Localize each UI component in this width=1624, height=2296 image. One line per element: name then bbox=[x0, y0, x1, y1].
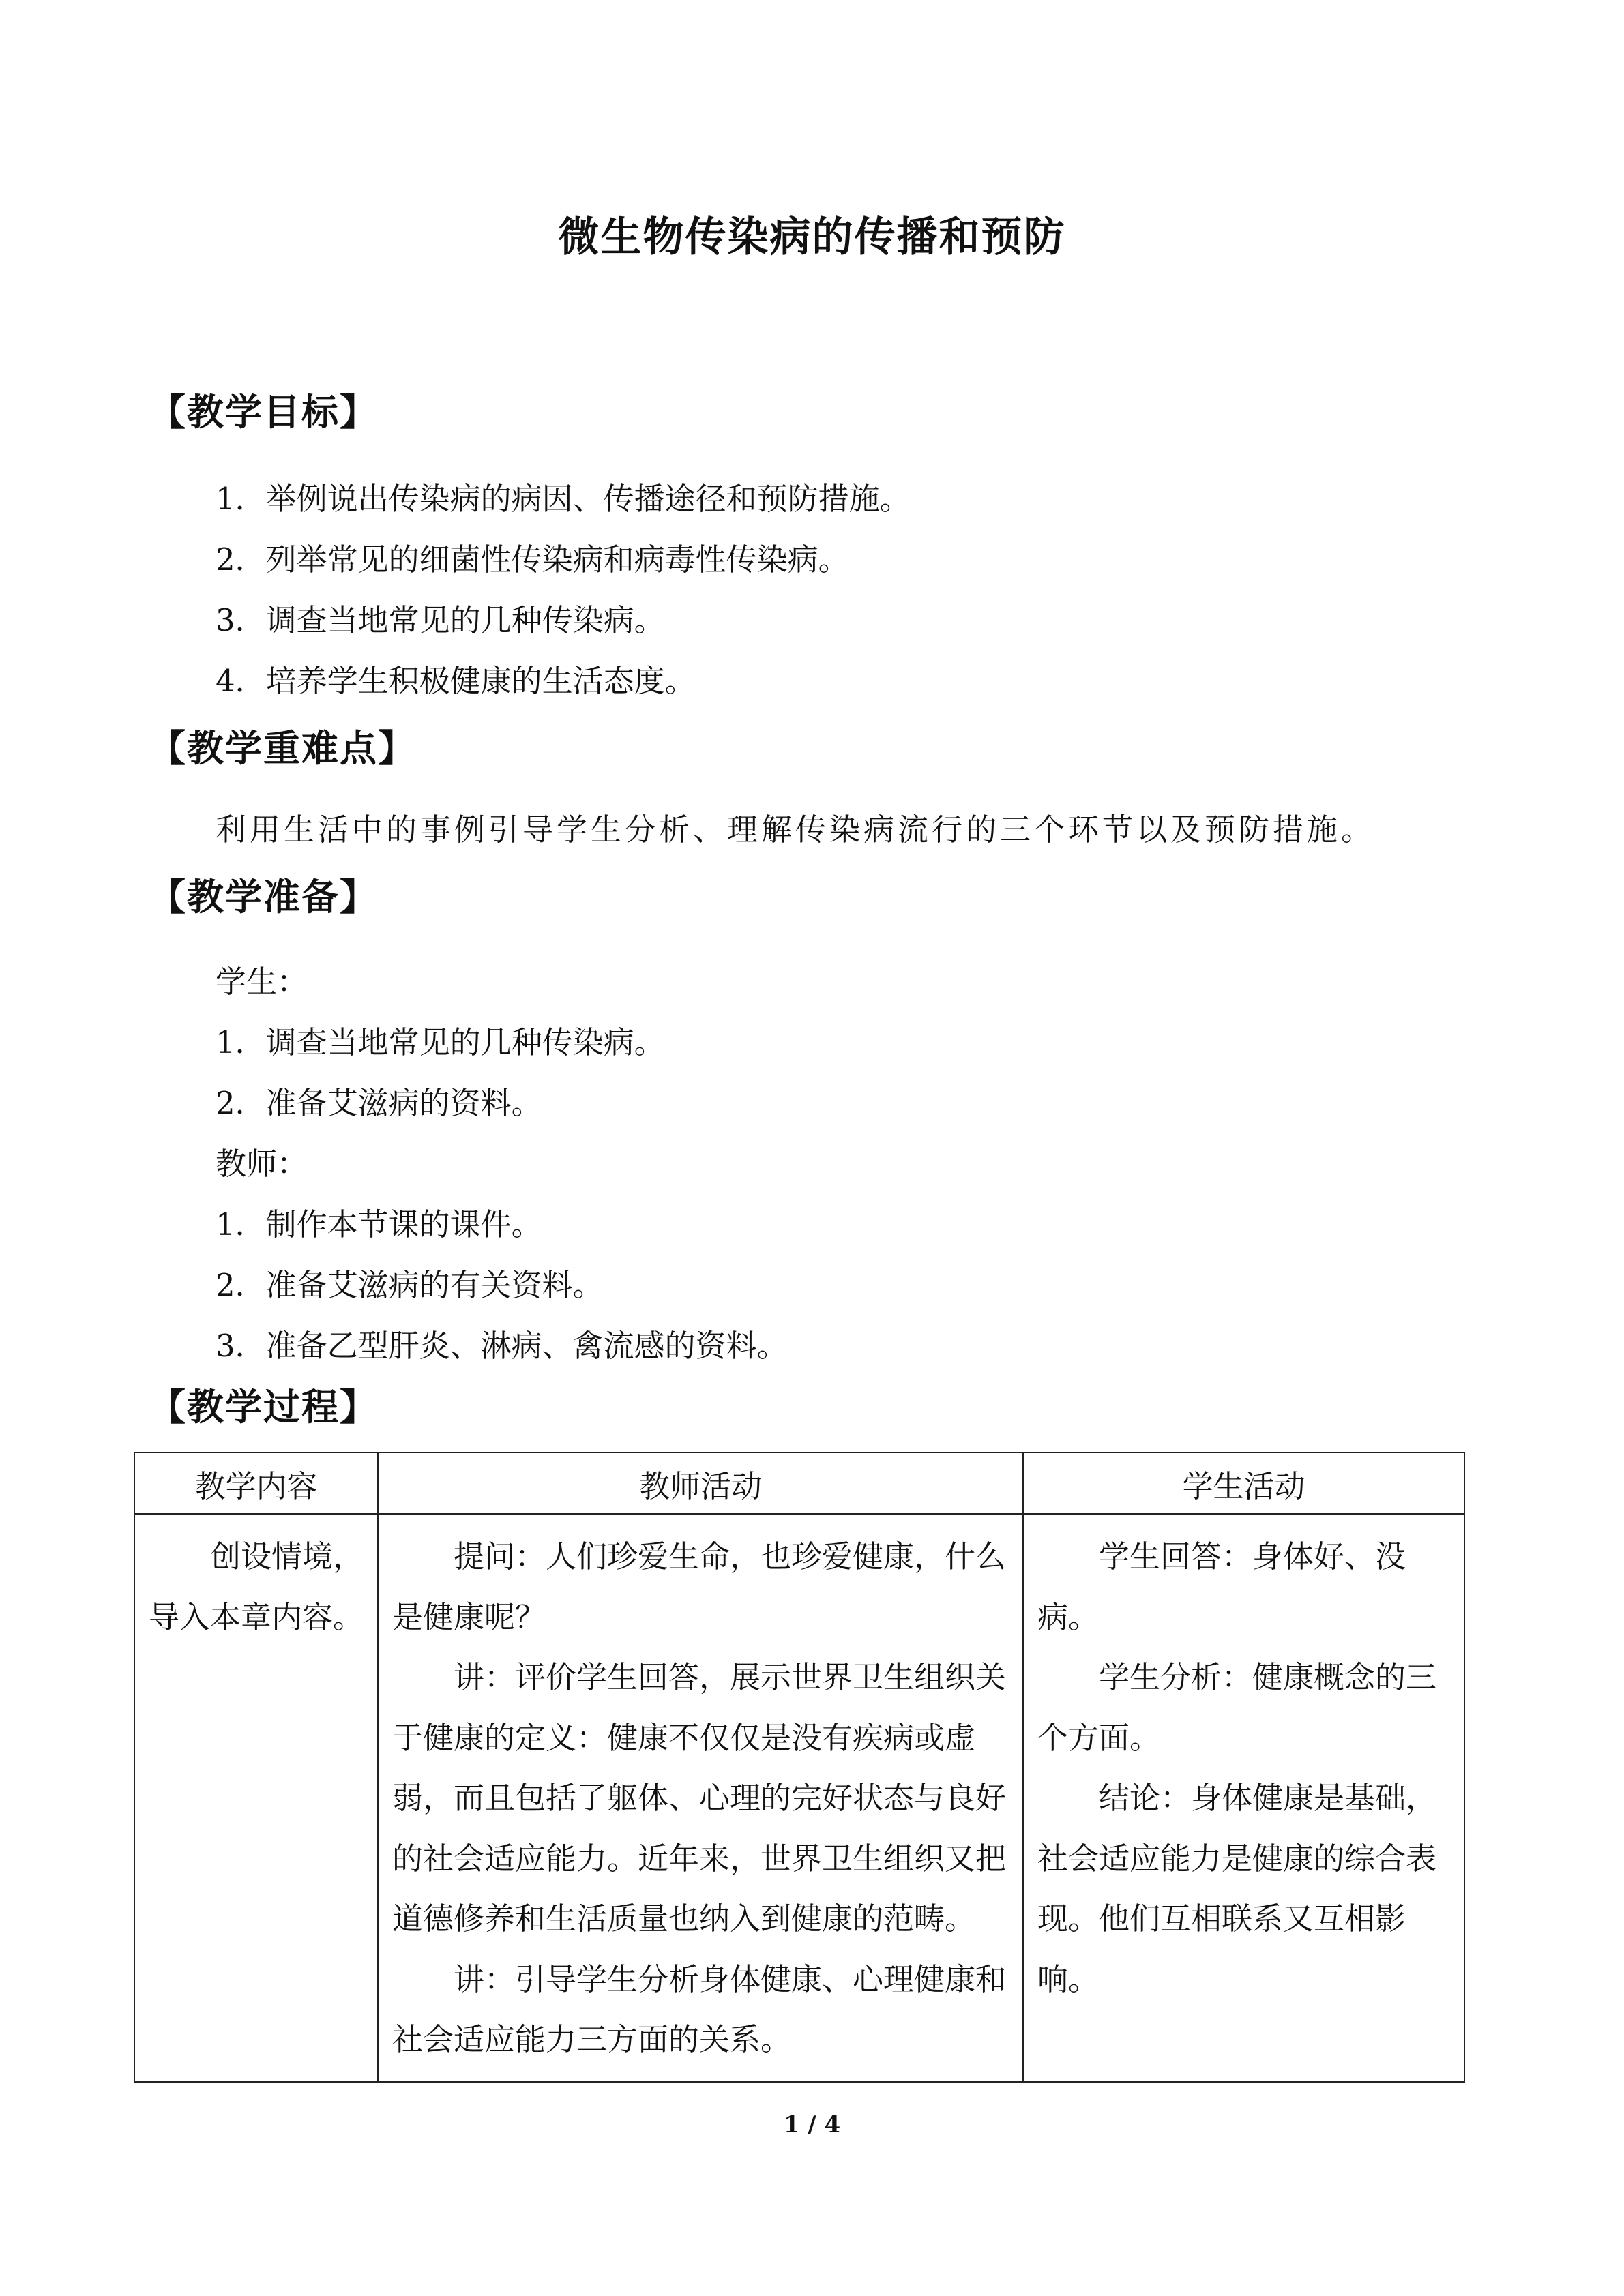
key-points-text: 利用生活中的事例引导学生分析、理解传染病流行的三个环节以及预防措施。 bbox=[216, 811, 1376, 848]
teacher-activity-paragraph: 提问：人们珍爱生命，也珍爱健康，什么是健康呢？ bbox=[392, 1538, 1007, 1635]
teacher-prep-item-3: 3．准备乙型肝炎、淋病、禽流感的资料。 bbox=[216, 1328, 788, 1364]
goal-item-2: 2．列举常见的细菌性传染病和病毒性传染病。 bbox=[216, 541, 849, 578]
column-header-content: 教学内容 bbox=[134, 1452, 378, 1514]
cell-student-activity bbox=[1023, 1514, 1464, 2082]
page-number: 1 / 4 bbox=[783, 2111, 841, 2138]
student-prep-item-2: 2．准备艾滋病的资料。 bbox=[216, 1085, 542, 1121]
section-heading-goals: 【教学目标】 bbox=[149, 391, 378, 434]
student-prep-item-1: 1．调查当地常见的几种传染病。 bbox=[216, 1024, 665, 1060]
teacher-prep-label: 教师： bbox=[216, 1146, 308, 1182]
student-prep-label: 学生： bbox=[216, 964, 308, 1000]
document-title: 微生物传染病的传播和预防 bbox=[558, 213, 1066, 261]
section-heading-process: 【教学过程】 bbox=[149, 1386, 378, 1429]
table-header-row bbox=[134, 1452, 1464, 1514]
table-row bbox=[134, 1514, 1464, 2082]
cell-teacher-activity bbox=[378, 1514, 1023, 2082]
teacher-prep-item-2: 2．准备艾滋病的有关资料。 bbox=[216, 1267, 604, 1303]
student-activity-paragraph: 结论：身体健康是基础，社会适应能力是健康的综合表现。他们互相联系又互相影响。 bbox=[1037, 1780, 1437, 1997]
section-heading-preparation: 【教学准备】 bbox=[149, 876, 378, 919]
student-activity-paragraph: 学生回答：身体好、没病。 bbox=[1037, 1538, 1406, 1635]
goal-item-3: 3．调查当地常见的几种传染病。 bbox=[216, 602, 665, 638]
column-header-teacher: 教师活动 bbox=[378, 1452, 1023, 1514]
teacher-prep-item-1: 1．制作本节课的课件。 bbox=[216, 1206, 542, 1242]
teaching-process-table bbox=[134, 1452, 1465, 2083]
teacher-activity-paragraph: 讲：引导学生分析身体健康、心理健康和社会适应能力三方面的关系。 bbox=[392, 1960, 1007, 2057]
content-text: 创设情境，导入本章内容。 bbox=[149, 1538, 364, 1635]
section-heading-key-points: 【教学重难点】 bbox=[149, 727, 416, 770]
student-activity-paragraph: 学生分析：健康概念的三个方面。 bbox=[1037, 1659, 1437, 1756]
cell-content bbox=[134, 1514, 378, 2082]
column-header-student: 学生活动 bbox=[1023, 1452, 1464, 1514]
teacher-activity-paragraph: 讲：评价学生回答，展示世界卫生组织关于健康的定义：健康不仅仅是没有疾病或虚弱，而且包括了躯体、心理的完好状态与良好的社会适应能力。近年来，世界卫生组织又把道德修养和生活质量也纳入到健康的范畴。 bbox=[392, 1659, 1007, 1937]
goal-item-4: 4．培养学生积极健康的生活态度。 bbox=[216, 663, 696, 699]
goal-item-1: 1．举例说出传染病的病因、传播途径和预防措施。 bbox=[216, 481, 911, 517]
